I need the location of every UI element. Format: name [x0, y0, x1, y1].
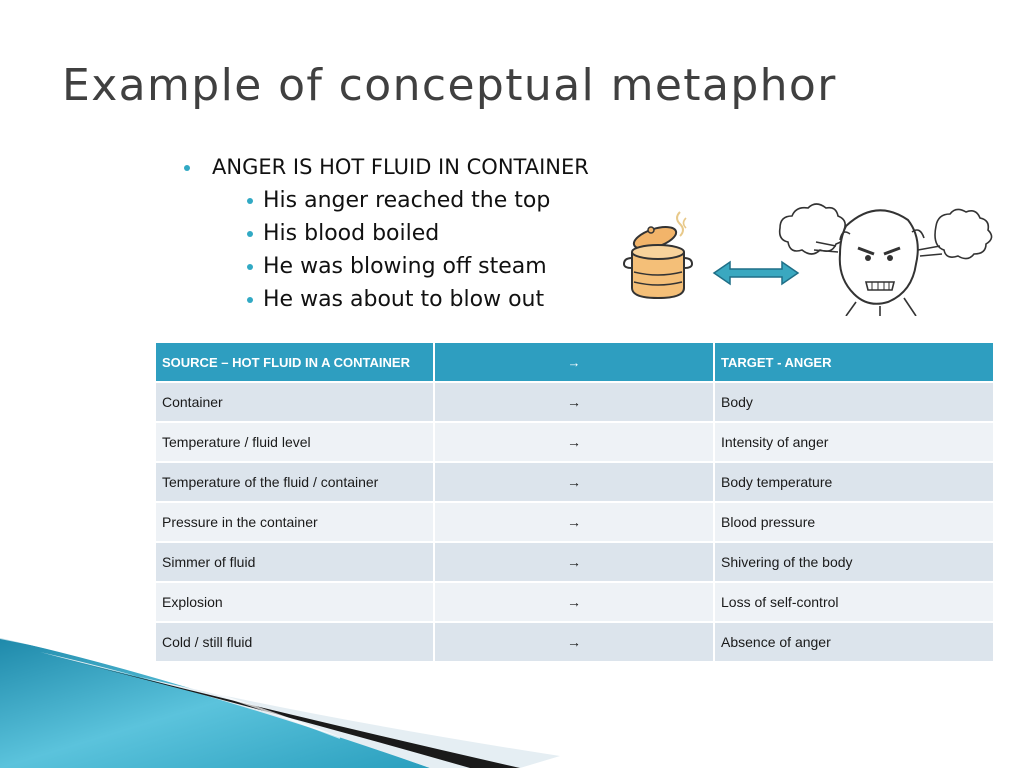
table-row — [155, 542, 994, 582]
cell-target: Blood pressure — [714, 502, 994, 542]
sub-bullet-text: He was blowing off steam — [263, 254, 547, 279]
table-row — [155, 382, 994, 422]
cell-source: Pressure in the container — [155, 502, 434, 542]
sub-bullet — [212, 184, 589, 217]
sub-bullet-text: His anger reached the top — [263, 188, 551, 213]
cell-target: Intensity of anger — [714, 422, 994, 462]
sub-bullet — [212, 283, 589, 316]
decorative-swoosh — [0, 638, 1024, 768]
bullet-dot-icon — [184, 165, 190, 171]
slide-title: Example of conceptual metaphor — [62, 60, 837, 111]
cell-arrow: → — [434, 582, 714, 622]
header-target: TARGET - ANGER — [714, 342, 994, 382]
steaming-pot-icon — [622, 210, 697, 302]
table-row — [155, 462, 994, 502]
bullet-dot-icon — [247, 198, 253, 204]
cell-target: Shivering of the body — [714, 542, 994, 582]
table-row — [155, 502, 994, 542]
bullet-dot-icon — [247, 264, 253, 270]
cell-source: Container — [155, 382, 434, 422]
cell-source: Simmer of fluid — [155, 542, 434, 582]
bullet-list — [180, 152, 589, 316]
cell-arrow: → — [434, 422, 714, 462]
sub-bullet — [212, 250, 589, 283]
sub-bullet-text: He was about to blow out — [263, 287, 545, 312]
cell-target: Body — [714, 382, 994, 422]
bullet-main-text: ANGER IS HOT FLUID IN CONTAINER — [212, 155, 589, 179]
table-row — [155, 422, 994, 462]
sub-bullet-list — [212, 184, 589, 316]
cell-source: Temperature of the fluid / container — [155, 462, 434, 502]
sub-bullet — [212, 217, 589, 250]
bullet-dot-icon — [247, 231, 253, 237]
cell-arrow: → — [434, 542, 714, 582]
cell-arrow: → — [434, 622, 714, 662]
cell-target: Loss of self-control — [714, 582, 994, 622]
angry-man-icon — [776, 198, 998, 316]
table-header-row — [155, 342, 994, 382]
cell-target: Absence of anger — [714, 622, 994, 662]
cell-arrow: → — [434, 502, 714, 542]
cell-arrow: → — [434, 382, 714, 422]
bullet-main — [180, 152, 589, 316]
header-arrow: → — [434, 342, 714, 382]
sub-bullet-text: His blood boiled — [263, 221, 440, 246]
cell-arrow: → — [434, 462, 714, 502]
cell-source: Explosion — [155, 582, 434, 622]
metaphor-mapping-table — [154, 341, 995, 663]
bullet-dot-icon — [247, 297, 253, 303]
cell-target: Body temperature — [714, 462, 994, 502]
cell-source: Temperature / fluid level — [155, 422, 434, 462]
table-row — [155, 582, 994, 622]
cell-source: Cold / still fluid — [155, 622, 434, 662]
header-source: SOURCE – HOT FLUID IN A CONTAINER — [155, 342, 434, 382]
